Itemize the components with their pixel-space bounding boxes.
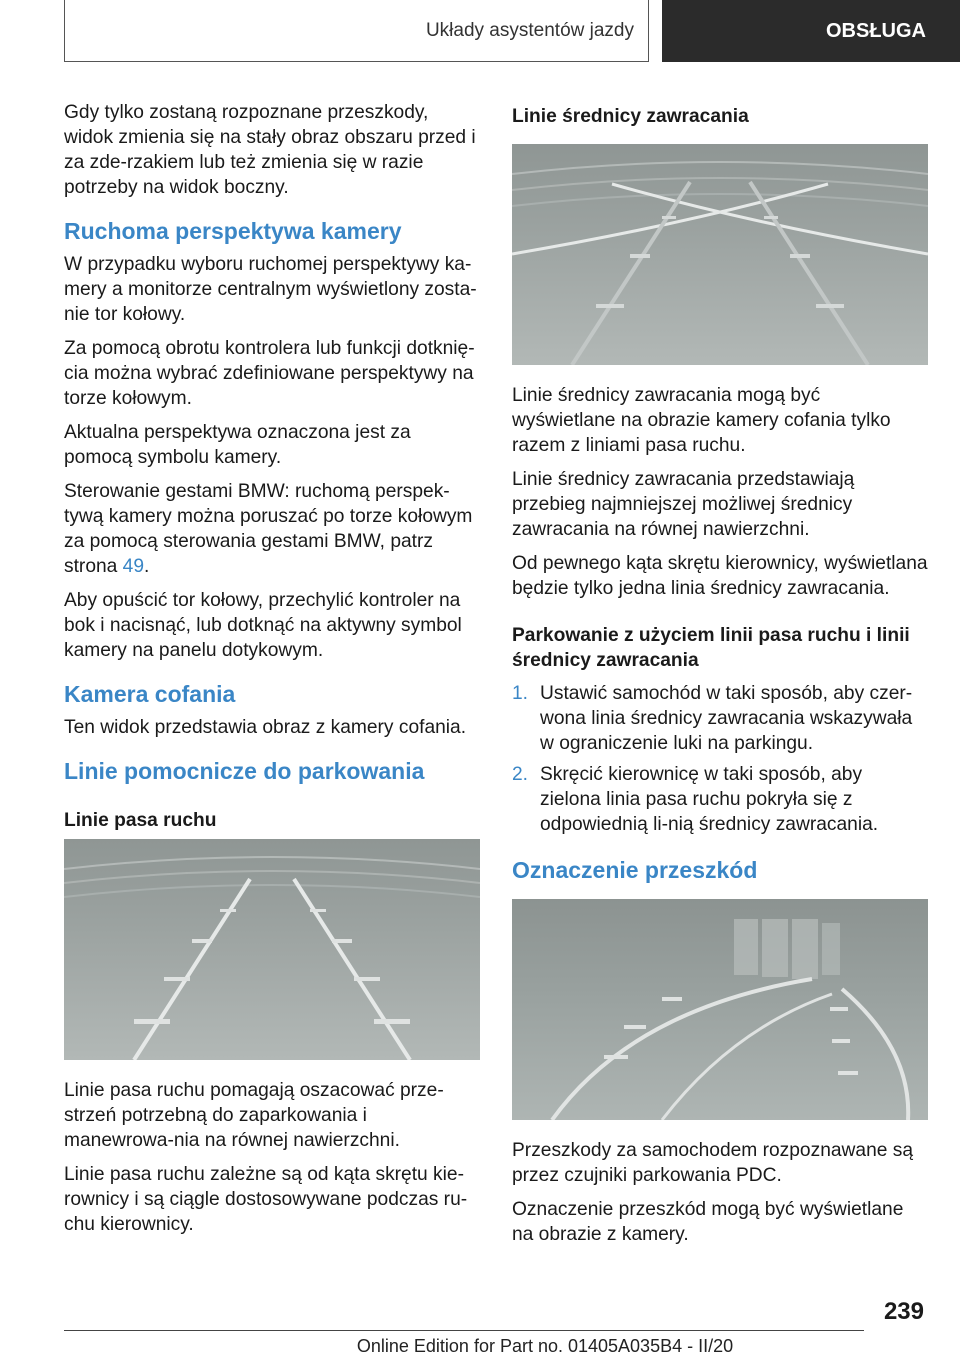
- obstacle-marking-illustration: [512, 899, 928, 1120]
- subheading-linie-pasa: Linie pasa ruchu: [64, 810, 217, 831]
- paragraph: W przypadku wyboru ruchomej perspektywy ka-mery a monitorze centralnym wyświetlony zosta-nie tor kołowy.: [64, 254, 477, 325]
- lane-lines-illustration: [64, 839, 480, 1060]
- step-text: Skręcić kierownicę w taki sposób, aby zielona linia pasa ruchu pokryła się z odpowiednią li-nią średnicy zawracania.: [540, 764, 879, 835]
- step-number: 1.: [512, 683, 529, 704]
- paragraph: Oznaczenie przeszkód mogą być wyświetlane na obrazie z kamery.: [512, 1199, 904, 1245]
- paragraph: Aktualna perspektywa oznaczona jest za pomocą symbolu kamery.: [64, 422, 411, 468]
- steps-list: [512, 681, 928, 837]
- page-number: 239: [883, 1298, 924, 1325]
- page-link[interactable]: 49: [122, 556, 145, 577]
- paragraph: Ten widok przedstawia obraz z kamery cofania.: [64, 717, 467, 738]
- paragraph: Przeszkody za samochodem rozpoznawane są przez czujniki parkowania PDC.: [512, 1140, 914, 1186]
- paragraph: Od pewnego kąta skrętu kierownicy, wyświetlana będzie tylko jedna linia średnicy zawracania.: [512, 553, 928, 599]
- list-item: [512, 762, 928, 837]
- step-number: 2.: [512, 764, 529, 785]
- paragraph: Linie średnicy zawracania mogą być wyświetlane na obrazie kamery cofania tylko razem z liniami pasa ruchu.: [512, 385, 891, 456]
- paragraph-end: .: [144, 556, 150, 577]
- intro-paragraph: Gdy tylko zostaną rozpoznane przeszkody, widok zmienia się na stały obraz obszaru przed i za zde-rzakiem lub też zmienia się w razie potrzeby na widok boczny.: [64, 102, 476, 198]
- paragraph: Aby opuścić tor kołowy, przechylić kontroler na bok i nacisnąć, lub dotknąć na aktywny symbol kamery na panelu dotykowym.: [64, 590, 462, 661]
- page-header: [0, 0, 960, 66]
- section-title: Układy asystentów jazdy: [64, 0, 649, 62]
- heading-linie-pomocnicze: Linie pomocnicze do parkowania: [64, 758, 425, 784]
- heading-oznaczenie-przeszkod: Oznaczenie przeszkód: [512, 857, 758, 883]
- step-text: Ustawić samochód w taki sposób, aby czer-wona linia średnicy zawracania wskazywała w ograniczenie luki na parkingu.: [540, 683, 913, 754]
- paragraph: Za pomocą obrotu kontrolera lub funkcji dotknię-cia można wybrać zdefiniowane perspektywy na torze kołowym.: [64, 338, 475, 409]
- paragraph-text: Sterowanie gestami BMW: ruchomą perspek-tywą kamery można poruszać po torze kołowym za pomocą sterowania gestami BMW, patrz strona: [64, 481, 473, 577]
- paragraph-with-link: [64, 479, 480, 579]
- subheading-linie-srednicy: Linie średnicy zawracania: [512, 106, 749, 127]
- list-item: [512, 681, 928, 756]
- turning-circle-illustration: [512, 144, 928, 365]
- footer-divider: [64, 1330, 864, 1331]
- paragraph: Linie średnicy zawracania przedstawiają przebieg najmniejszej możliwej średnicy zawracania na równej nawierzchni.: [512, 469, 855, 540]
- paragraph: Linie pasa ruchu pomagają oszacować prze-strzeń potrzebną do zaparkowania i manewrowa-nia na równej nawierzchni.: [64, 1080, 444, 1151]
- chapter-tab: OBSŁUGA: [662, 0, 960, 62]
- left-column: [64, 100, 480, 1246]
- subheading-parkowanie: Parkowanie z użyciem linii pasa ruchu i linii średnicy zawracania: [512, 625, 910, 671]
- paragraph: Linie pasa ruchu zależne są od kąta skrętu kie-rownicy i są ciągle dostosowywane podczas ru-chu kierownicy.: [64, 1164, 468, 1235]
- heading-ruchoma-perspektywa: Ruchoma perspektywa kamery: [64, 218, 402, 244]
- edition-footer: Online Edition for Part no. 01405A035B4 - II/20: [356, 1336, 734, 1356]
- right-column: [512, 100, 928, 1256]
- heading-kamera-cofania: Kamera cofania: [64, 681, 236, 707]
